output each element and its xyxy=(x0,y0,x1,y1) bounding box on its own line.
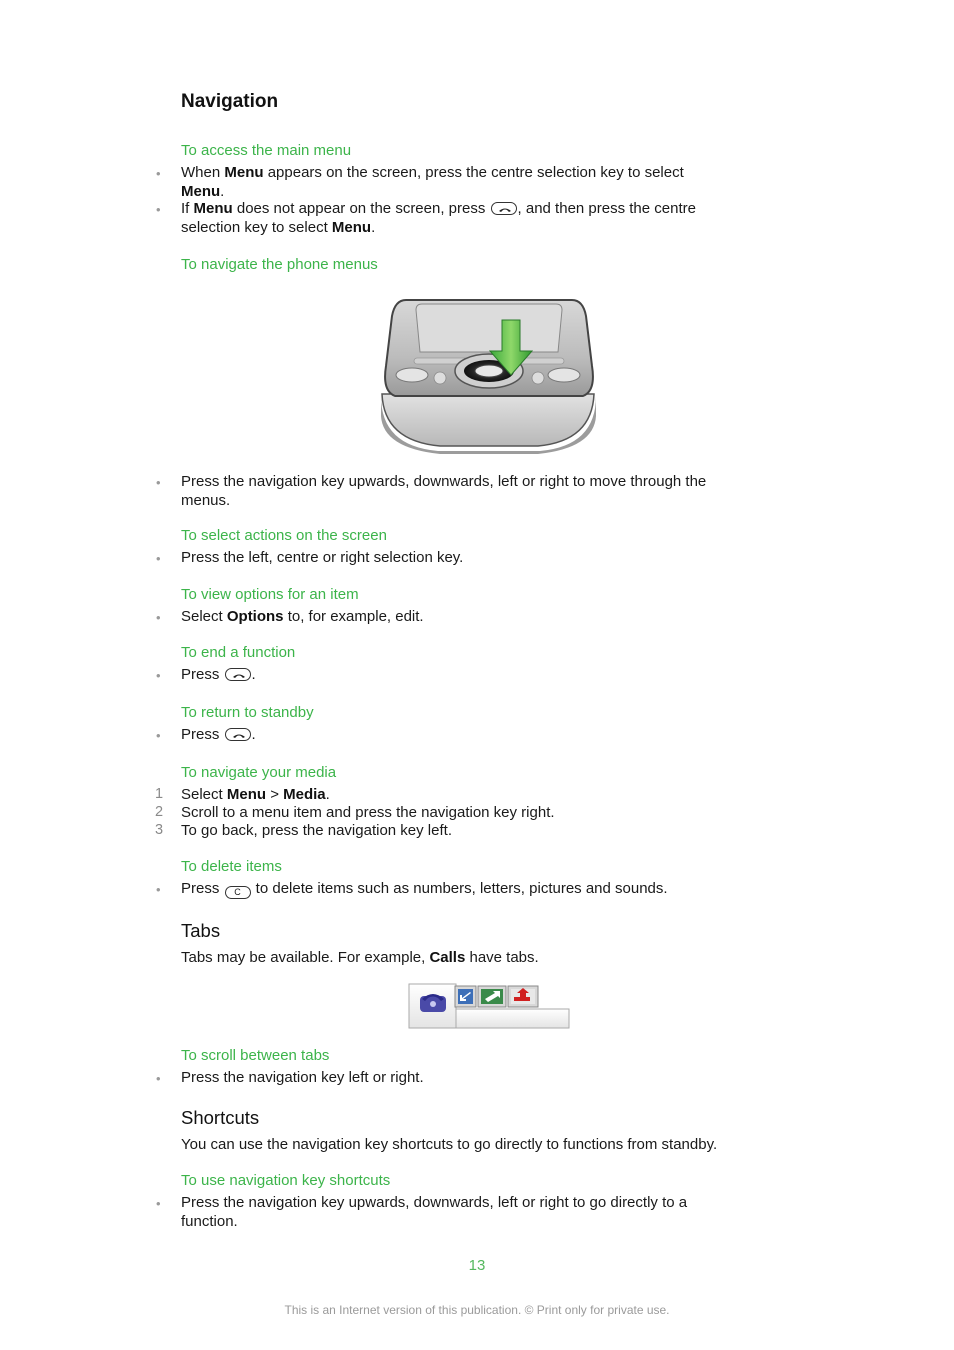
call-key xyxy=(396,368,428,382)
access-menu-step-2: If Menu does not appear on the screen, press , and then press the centre selection key to select Menu. xyxy=(181,200,696,236)
phone-icon xyxy=(420,994,446,1012)
subheading-navigate-phone: To navigate the phone menus xyxy=(181,256,378,273)
select-actions-step-1: Press the left, centre or right selection key. xyxy=(181,549,464,566)
subheading-use-shortcuts: To use navigation key shortcuts xyxy=(181,1172,391,1189)
bullet: • xyxy=(156,610,161,625)
section-title-shortcuts: Shortcuts xyxy=(181,1107,260,1128)
navigate-media-step-3: To go back, press the navigation key left. xyxy=(181,822,452,839)
navigate-media-step-1: Select Menu > Media. xyxy=(181,786,330,803)
step-number: 2 xyxy=(155,804,164,820)
navigate-phone-step-1: Press the navigation key upwards, downwards, left or right to move through the menus. xyxy=(181,473,707,509)
calls-tabs-illustration xyxy=(408,983,570,1029)
footer-notice: This is an Internet version of this publication. © Print only for private use. xyxy=(284,1303,670,1317)
view-options-step-1: Select Options to, for example, edit. xyxy=(181,608,424,625)
end-key-icon xyxy=(225,668,251,681)
bullet: • xyxy=(156,728,161,743)
phone-navigation-illustration xyxy=(378,296,600,456)
phone-screen xyxy=(416,304,562,352)
subheading-access-menu: To access the main menu xyxy=(181,142,352,159)
delete-items-step-1: Press C to delete items such as numbers, letters, pictures and sounds. xyxy=(181,880,668,897)
tabs-intro: Tabs may be available. For example, Calls have tabs. xyxy=(181,949,539,966)
end-key-icon xyxy=(491,202,517,215)
bullet: • xyxy=(156,1196,161,1211)
shortcuts-intro: You can use the navigation key shortcuts to go directly to functions from standby. xyxy=(181,1136,718,1153)
return-standby-step-1: Press . xyxy=(181,726,256,743)
end-key-icon xyxy=(225,728,251,741)
subheading-return-standby: To return to standby xyxy=(181,704,314,721)
subheading-scroll-tabs: To scroll between tabs xyxy=(181,1047,330,1064)
subheading-view-options: To view options for an item xyxy=(181,586,359,603)
end-key xyxy=(548,368,580,382)
bullet: • xyxy=(156,475,161,490)
clear-key-icon: C xyxy=(225,886,251,899)
subheading-delete-items: To delete items xyxy=(181,858,282,875)
section-title-tabs: Tabs xyxy=(181,920,221,941)
access-menu-step-1: When Menu appears on the screen, press the centre selection key to select Menu. xyxy=(181,164,684,200)
end-function-step-1: Press . xyxy=(181,666,256,683)
use-shortcuts-step-1: Press the navigation key upwards, downwards, left or right to go directly to a function. xyxy=(181,1194,688,1230)
bullet: • xyxy=(156,551,161,566)
bullet: • xyxy=(156,668,161,683)
navigate-media-step-2: Scroll to a menu item and press the navigation key right. xyxy=(181,804,555,821)
bullet: • xyxy=(156,202,161,217)
section-title-navigation: Navigation xyxy=(181,91,279,112)
page-number: 13 xyxy=(468,1257,486,1274)
bullet: • xyxy=(156,882,161,897)
step-number: 1 xyxy=(155,786,164,802)
scroll-tabs-step-1: Press the navigation key left or right. xyxy=(181,1069,424,1086)
step-number: 3 xyxy=(155,822,164,838)
subheading-end-function: To end a function xyxy=(181,644,296,661)
subheading-navigate-media: To navigate your media xyxy=(181,764,337,781)
subheading-select-actions: To select actions on the screen xyxy=(181,527,387,544)
bullet: • xyxy=(156,166,161,181)
bullet: • xyxy=(156,1071,161,1086)
